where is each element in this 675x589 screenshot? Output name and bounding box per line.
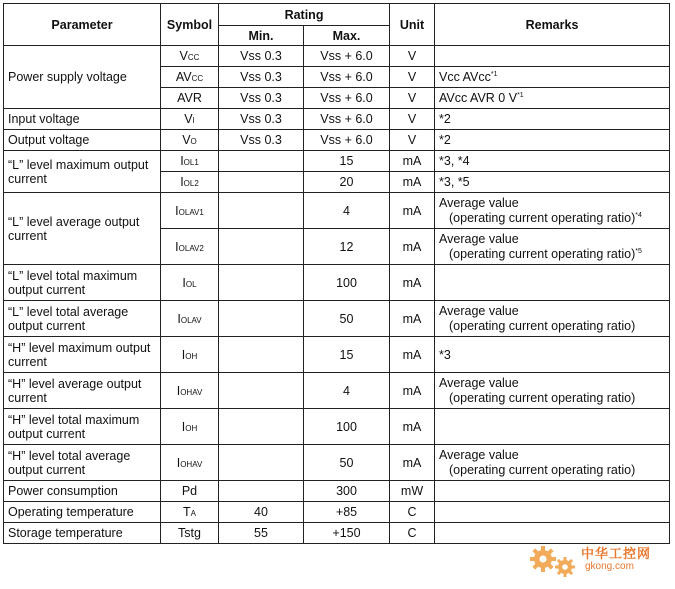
remark-cell (435, 265, 670, 301)
table-row (4, 337, 670, 373)
remark-cell: *3, *5 (435, 172, 670, 193)
watermark-url: gkong.com (585, 561, 634, 572)
param-cell: Power supply voltage (4, 46, 161, 109)
symbol-cell: AVR (161, 88, 219, 109)
table-row (4, 445, 670, 481)
param-cell: “L” level total average output current (4, 301, 161, 337)
max-cell: 15 (304, 337, 390, 373)
unit-cell: mW (390, 481, 435, 502)
remark-cell (435, 481, 670, 502)
param-cell: “H” level maximum output current (4, 337, 161, 373)
symbol-cell: TA (161, 502, 219, 523)
header-min: Min. (219, 26, 304, 46)
table-row (4, 109, 670, 130)
symbol-cell: IOLAV (161, 301, 219, 337)
min-cell (219, 172, 304, 193)
min-cell (219, 229, 304, 265)
min-cell: Vss 0.3 (219, 46, 304, 67)
param-cell: “L” level total maximum output current (4, 265, 161, 301)
symbol-cell: IOHAV (161, 373, 219, 409)
max-cell: 100 (304, 409, 390, 445)
unit-cell: mA (390, 409, 435, 445)
symbol-cell: Tstg (161, 523, 219, 544)
max-cell: 4 (304, 193, 390, 229)
symbol-cell: IOHAV (161, 445, 219, 481)
table-row (4, 301, 670, 337)
remark-cell: Average value (operating current operating ratio)$^{*5}$ (435, 229, 670, 265)
unit-cell: mA (390, 172, 435, 193)
symbol-cell: Pd (161, 481, 219, 502)
unit-cell: mA (390, 445, 435, 481)
param-cell: “H” level total maximum output current (4, 409, 161, 445)
remark-cell: AVcc AVR 0 $V^{*1}$ (435, 88, 670, 109)
max-cell: 100 (304, 265, 390, 301)
unit-cell: V (390, 109, 435, 130)
unit-cell: V (390, 88, 435, 109)
remark-cell: *2 (435, 109, 670, 130)
remark-cell: *3 (435, 337, 670, 373)
header-unit: Unit (390, 4, 435, 46)
max-cell: 4 (304, 373, 390, 409)
param-cell: Storage temperature (4, 523, 161, 544)
remark-cell: Average value (operating current operating ratio) (435, 373, 670, 409)
header-parameter: Parameter (4, 4, 161, 46)
gear-icon (529, 541, 583, 581)
table-row (4, 409, 670, 445)
param-cell: “H” level average output current (4, 373, 161, 409)
remark-cell: Average value (operating current operating ratio) (435, 301, 670, 337)
remark-cell (435, 46, 670, 67)
symbol-cell: IOLAV2 (161, 229, 219, 265)
max-cell: Vss + 6.0 (304, 67, 390, 88)
max-cell: 50 (304, 445, 390, 481)
max-cell: 12 (304, 229, 390, 265)
min-cell (219, 409, 304, 445)
symbol-cell: IOL1 (161, 151, 219, 172)
min-cell (219, 373, 304, 409)
min-cell (219, 301, 304, 337)
table-row (4, 373, 670, 409)
header-remarks: Remarks (435, 4, 670, 46)
param-cell: Power consumption (4, 481, 161, 502)
unit-cell: mA (390, 151, 435, 172)
unit-cell: mA (390, 265, 435, 301)
table-row (4, 130, 670, 151)
table-row (4, 151, 670, 172)
param-cell: Input voltage (4, 109, 161, 130)
min-cell (219, 481, 304, 502)
symbol-cell: IOH (161, 337, 219, 373)
unit-cell: V (390, 67, 435, 88)
max-cell: +85 (304, 502, 390, 523)
remark-cell: Average value (operating current operating ratio) (435, 445, 670, 481)
header-rating: Rating (219, 4, 390, 26)
max-cell: Vss + 6.0 (304, 88, 390, 109)
param-cell: “H” level total average output current (4, 445, 161, 481)
absolute-max-ratings-table (3, 3, 670, 544)
param-cell: “L” level average output current (4, 193, 161, 265)
max-cell: 20 (304, 172, 390, 193)
max-cell: 15 (304, 151, 390, 172)
min-cell: Vss 0.3 (219, 130, 304, 151)
remark-cell: *2 (435, 130, 670, 151)
min-cell (219, 193, 304, 229)
unit-cell: mA (390, 373, 435, 409)
remark-cell: Average value (operating current operating ratio)$^{*4}$ (435, 193, 670, 229)
max-cell: 50 (304, 301, 390, 337)
table-row (4, 502, 670, 523)
max-cell: 300 (304, 481, 390, 502)
max-cell: +150 (304, 523, 390, 544)
min-cell: Vss 0.3 (219, 67, 304, 88)
table-row (4, 46, 670, 67)
max-cell: Vss + 6.0 (304, 46, 390, 67)
min-cell (219, 151, 304, 172)
min-cell: 40 (219, 502, 304, 523)
symbol-cell: IOLAV1 (161, 193, 219, 229)
min-cell: Vss 0.3 (219, 109, 304, 130)
unit-cell: mA (390, 301, 435, 337)
remark-cell (435, 502, 670, 523)
table-row (4, 193, 670, 229)
symbol-cell: IOH (161, 409, 219, 445)
min-cell (219, 265, 304, 301)
watermark-text: 中华工控网 (581, 547, 652, 562)
min-cell: 55 (219, 523, 304, 544)
remark-cell: Vcc AVcc$^{*1}$ (435, 67, 670, 88)
unit-cell: mA (390, 229, 435, 265)
table-row (4, 265, 670, 301)
remark-cell (435, 409, 670, 445)
min-cell (219, 337, 304, 373)
min-cell: Vss 0.3 (219, 88, 304, 109)
param-cell: “L” level maximum output current (4, 151, 161, 193)
max-cell: Vss + 6.0 (304, 109, 390, 130)
unit-cell: V (390, 130, 435, 151)
symbol-cell: VI (161, 109, 219, 130)
unit-cell: C (390, 502, 435, 523)
min-cell (219, 445, 304, 481)
table-row (4, 481, 670, 502)
unit-cell: C (390, 523, 435, 544)
unit-cell: mA (390, 193, 435, 229)
symbol-cell: VO (161, 130, 219, 151)
remark-cell: *3, *4 (435, 151, 670, 172)
symbol-cell: IOL2 (161, 172, 219, 193)
header-symbol: Symbol (161, 4, 219, 46)
unit-cell: mA (390, 337, 435, 373)
symbol-cell: VCC (161, 46, 219, 67)
unit-cell: V (390, 46, 435, 67)
param-cell: Output voltage (4, 130, 161, 151)
symbol-cell: AVCC (161, 67, 219, 88)
symbol-cell: IOL (161, 265, 219, 301)
watermark-logo (529, 541, 669, 581)
max-cell: Vss + 6.0 (304, 130, 390, 151)
param-cell: Operating temperature (4, 502, 161, 523)
header-max: Max. (304, 26, 390, 46)
